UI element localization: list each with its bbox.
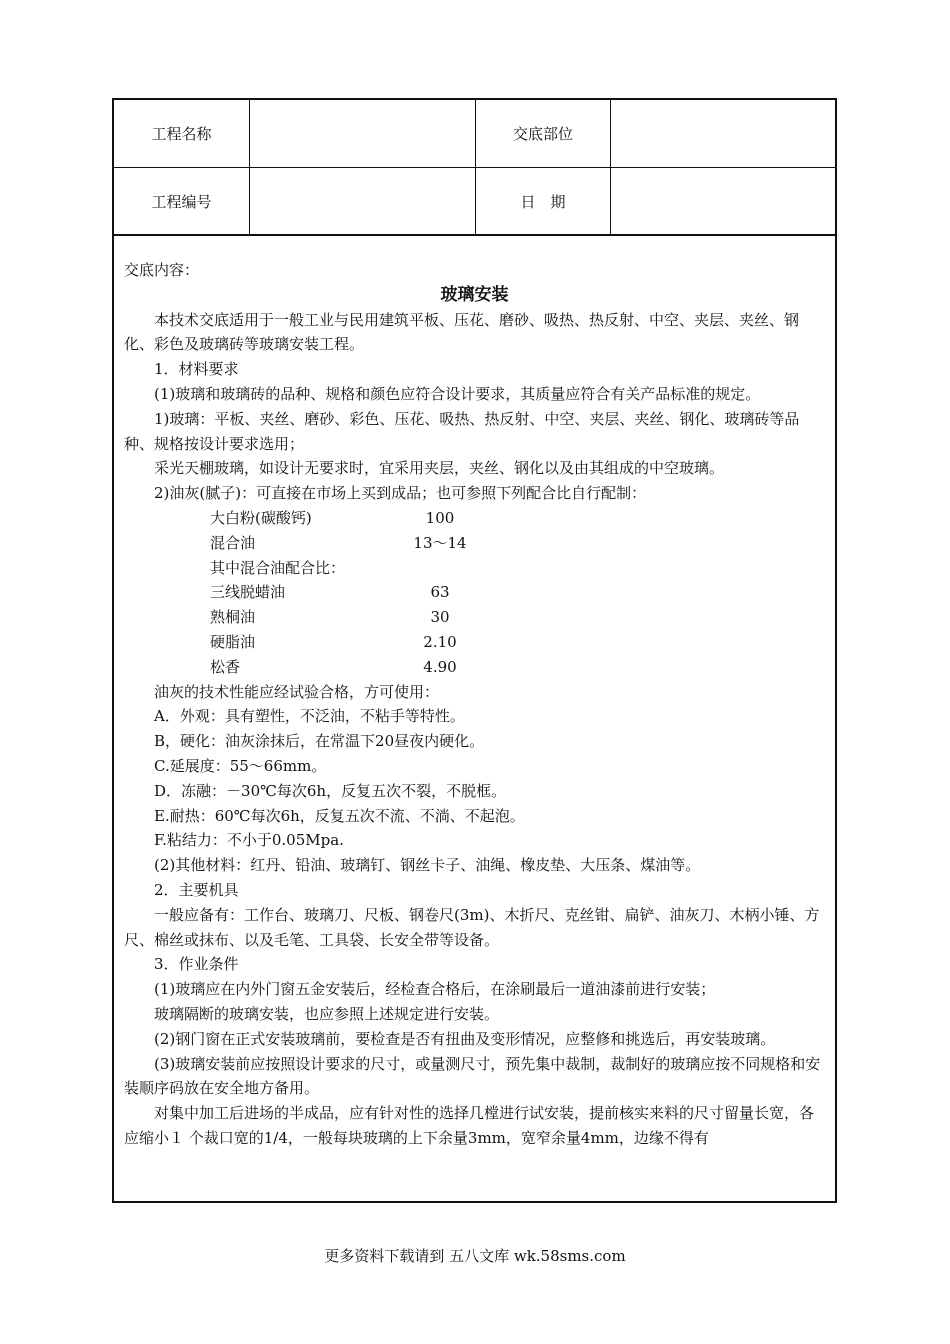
header-row-2 [114,168,835,236]
paragraph: 一般应备有：工作台、玻璃刀、尺板、钢卷尺(3m)、木折尺、克丝钳、扁铲、油灰刀、木柄小锤、方尺、棉丝或抹布、以及毛笔、工具袋、长安全带等设备。 [124,905,820,949]
paragraph: (2)其他材料：红丹、铅油、玻璃钉、钢丝卡子、油绳、橡皮垫、大压条、煤油等。 [154,856,701,875]
mix-amount: 63 [430,583,450,602]
mix-ingredient: 硬脂油 [210,632,256,651]
paragraph: 油灰的技术性能应经试验合格，方可使用： [154,682,440,701]
mix-ingredient: 混合油 [210,533,256,552]
mix-ingredient: 熟桐油 [210,608,256,627]
paragraph: A．外观：具有塑性，不泛油，不粘手等特性。 [154,707,465,726]
paragraph: (1)玻璃应在内外门窗五金安装后，经检查合格后，在涂刷最后一道油漆前进行安装； [154,980,716,999]
project-no-label: 工程编号 [114,168,250,234]
paragraph: 2．主要机具 [154,880,239,899]
paragraph: E.耐热：60℃每次6h，反复五次不流、不淌、不起泡。 [154,806,525,825]
document-title: 玻璃安装 [440,284,509,305]
mix-ingredient: 大白粉(碳酸钙) [210,508,312,527]
paragraph: (3)玻璃安装前应按照设计要求的尺寸，或量测尺寸，预先集中裁制，裁制好的玻璃应按不同规格和安装顺序码放在安全地方备用。 [124,1054,821,1098]
project-no-value [250,168,476,234]
mix-amount: 100 [425,508,455,527]
mix-main-table [124,506,825,556]
paragraph: B，硬化：油灰涂抹后，在常温下20昼夜内硬化。 [154,732,485,751]
header-row-1 [114,100,835,168]
mix-row [124,605,825,630]
mix-amount: 13～14 [413,533,467,552]
disclosure-table [112,98,837,1203]
date-value [611,168,835,234]
mix-amount: 4.90 [423,657,457,676]
mix-row [124,531,825,556]
paragraph: 本技术交底适用于一般工业与民用建筑平板、压花、磨砂、吸热、热反射、中空、夹层、夹丝、钢化、彩色及玻璃砖等玻璃安装工程。 [124,310,800,354]
paragraph: (2)钢门窗在正式安装玻璃前，要检查是否有扭曲及变形情况，应整修和挑选后，再安装玻璃。 [154,1029,776,1048]
paragraph: 采光天棚玻璃，如设计无要求时，宜采用夹层，夹丝、钢化以及由其组成的中空玻璃。 [154,459,725,478]
paragraphs-a [124,308,825,506]
mix-row [124,630,825,655]
paragraph: D．冻融：－30℃每次6h，反复五次不裂，不脱框。 [154,781,507,800]
mix-sub-table [124,580,825,679]
paragraph: 1)玻璃：平板、夹丝、磨砂、彩色、压花、吸热、热反射、中空、夹层、夹丝、钢化、玻璃砖等品种、规格按设计要求选用； [124,409,800,453]
paragraph: C.延展度：55～66mm。 [154,756,327,775]
footer-link-text: 更多资料下载请到 五八文库 wk.58sms.com [324,1247,626,1265]
intro-label: 交底内容： [124,261,200,279]
mix-row [124,506,825,531]
mix-amount: 30 [430,608,450,627]
date-label: 日 期 [476,168,611,234]
paragraph: 2)油灰(腻子)：可直接在市场上买到成品；也可参照下列配合比自行配制： [154,484,647,503]
paragraph: 3．作业条件 [154,955,239,974]
paragraph: 对集中加工后进场的半成品，应有针对性的选择几樘进行试安装，提前核实来料的尺寸留量长宽，各应缩小１ 个裁口宽的1/4，一般每块玻璃的上下余量3mm，宽窄余量4mm，边缘不得有 [124,1104,815,1147]
project-name-value [250,100,476,167]
disclosure-part-value [611,100,835,167]
mix-sub-title: 其中混合油配合比： [210,558,346,577]
paragraphs-b [124,680,825,1151]
project-name-label: 工程名称 [114,100,250,167]
mix-row [124,655,825,680]
paragraph: (1)玻璃和玻璃砖的品种、规格和颜色应符合设计要求，其质量应符合有关产品标准的规定。 [154,384,761,403]
mix-amount: 2.10 [423,632,457,651]
mix-ingredient: 松香 [210,657,241,676]
mix-row [124,580,825,605]
paragraph: 1．材料要求 [154,360,239,379]
paragraph: 玻璃隔断的玻璃安装，也应参照上述规定进行安装。 [154,1004,500,1023]
mix-ingredient: 三线脱蜡油 [210,583,286,602]
disclosure-content [114,236,835,1201]
paragraph: F.粘结力：不小于0.05Mpa. [154,831,344,850]
disclosure-part-label: 交底部位 [476,100,611,167]
